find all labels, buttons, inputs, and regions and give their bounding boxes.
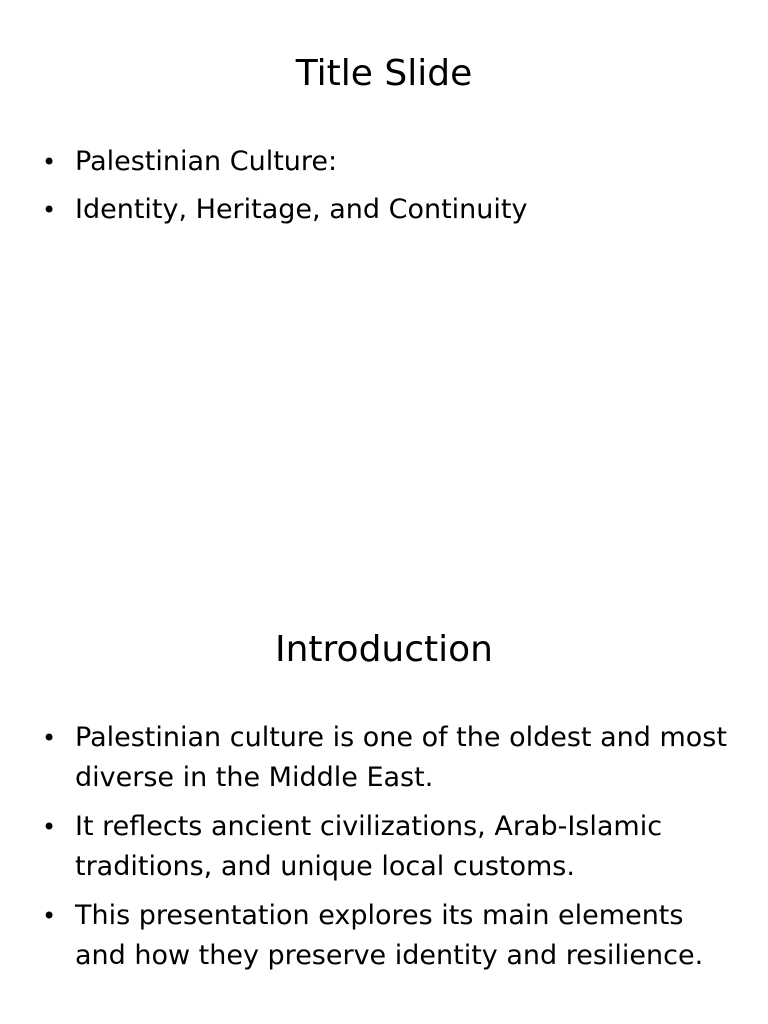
bullet-list [42, 142, 732, 238]
slide-title: Introduction [274, 629, 493, 670]
slide-introduction [0, 576, 768, 1024]
bullet-text: Palestinian Culture: [75, 146, 338, 177]
bullet-icon: • [42, 148, 57, 176]
bullet-icon: • [42, 724, 57, 752]
bullet-text: It reflects ancient civilizations, Arab-Islamic traditions, and unique local customs. [75, 811, 663, 882]
bullet-text: Identity, Heritage, and Continuity [75, 194, 528, 225]
bullet-icon: • [42, 813, 57, 841]
bullet-text: Palestinian culture is one of the oldest and most diverse in the Middle East. [75, 722, 727, 793]
list-item [42, 718, 732, 798]
list-item [42, 142, 732, 182]
bullet-text: This presentation explores its main elements and how they preserve identity and resilience. [75, 900, 704, 971]
list-item [42, 807, 732, 887]
bullet-icon: • [42, 902, 57, 930]
list-item [42, 896, 732, 976]
bullet-list [42, 718, 732, 985]
bullet-icon: • [42, 196, 57, 224]
list-item [42, 190, 732, 230]
slide-title: Title Slide [295, 53, 473, 94]
